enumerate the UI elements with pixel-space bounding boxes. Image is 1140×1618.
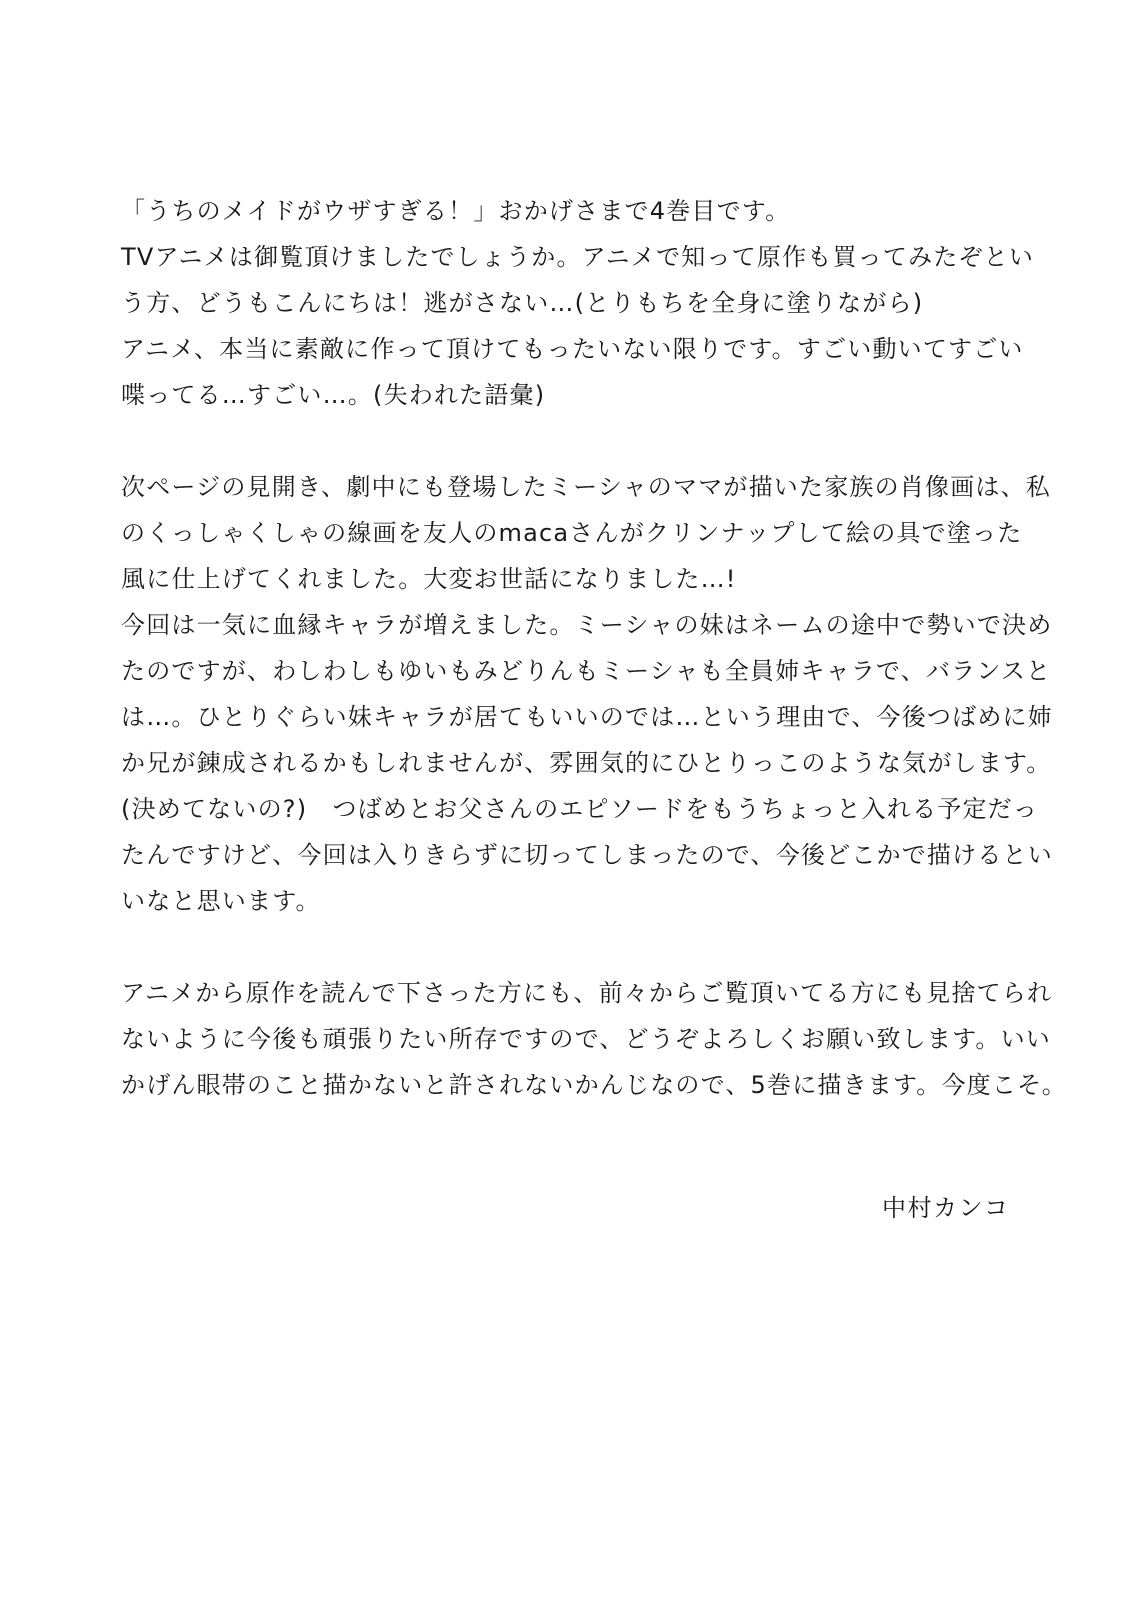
text-line: のくっしゃくしゃの線画を友人のmacaさんがクリンナップして絵の具で塗った <box>121 519 1023 547</box>
paragraph-main <box>121 464 1053 924</box>
text-line: いなと思います。 <box>121 887 321 915</box>
text-line: 今回は一気に血縁キャラが増えました。ミーシャの妹はネームの途中で勢いで決め <box>121 611 1053 639</box>
text-line: 喋ってる…すごい…。(失われた語彙) <box>121 381 546 409</box>
author-signature: 中村カンコ <box>882 1194 1010 1222</box>
text-line: たのですが、わしわしもゆいもみどりんもミーシャも全員姉キャラで、バランスと <box>121 657 1052 685</box>
text-line: TVアニメは御覧頂けましたでしょうか。アニメで知って原作も買ってみたぞとい <box>121 243 1035 271</box>
text-line: 風に仕上げてくれました。大変お世話になりました…! <box>121 565 737 593</box>
paragraph-intro <box>121 188 1035 418</box>
text-line: う方、どうもこんにちは！逃がさない…(とりもちを全身に塗りながら) <box>121 289 924 317</box>
text-line: (決めてないの?) つばめとお父さんのエピソードをもうちょっと入れる予定だっ <box>121 795 1039 823</box>
text-line: アニメから原作を読んで下さった方にも、前々からご覧頂いてる方にも見捨てられ <box>121 979 1053 1007</box>
paragraph-closing <box>121 970 1067 1108</box>
text-line: は…。ひとりぐらい妹キャラが居てもいいのでは…という理由で、今後つばめに姉 <box>121 703 1053 731</box>
paragraph-gap <box>121 418 1021 464</box>
paragraph-gap <box>121 924 1021 970</box>
text-line: か兄が錬成されるかもしれませんが、雰囲気的にひとりっこのような気がします。 <box>121 749 1052 777</box>
text-line: たんですけど、今回は入りきらずに切ってしまったので、今後どこかで描けるとい <box>121 841 1053 869</box>
text-line: 次ページの見開き、劇中にも登場したミーシャのママが描いた家族の肖像画は、私 <box>121 473 1051 501</box>
text-line: かげん眼帯のこと描かないと許されないかんじなので、5巻に描きます。今度こそ。 <box>121 1071 1067 1099</box>
text-line: アニメ、本当に素敵に作って頂けてもったいない限りです。すごい動いてすごい <box>121 335 1024 363</box>
afterword-body <box>121 188 1067 1108</box>
text-line: ないように今後も頑張りたい所存ですので、どうぞよろしくお願い致します。いい <box>121 1025 1051 1053</box>
text-line: 「うちのメイドがウザすぎる！」おかげさまで4巻目です。 <box>121 197 791 225</box>
